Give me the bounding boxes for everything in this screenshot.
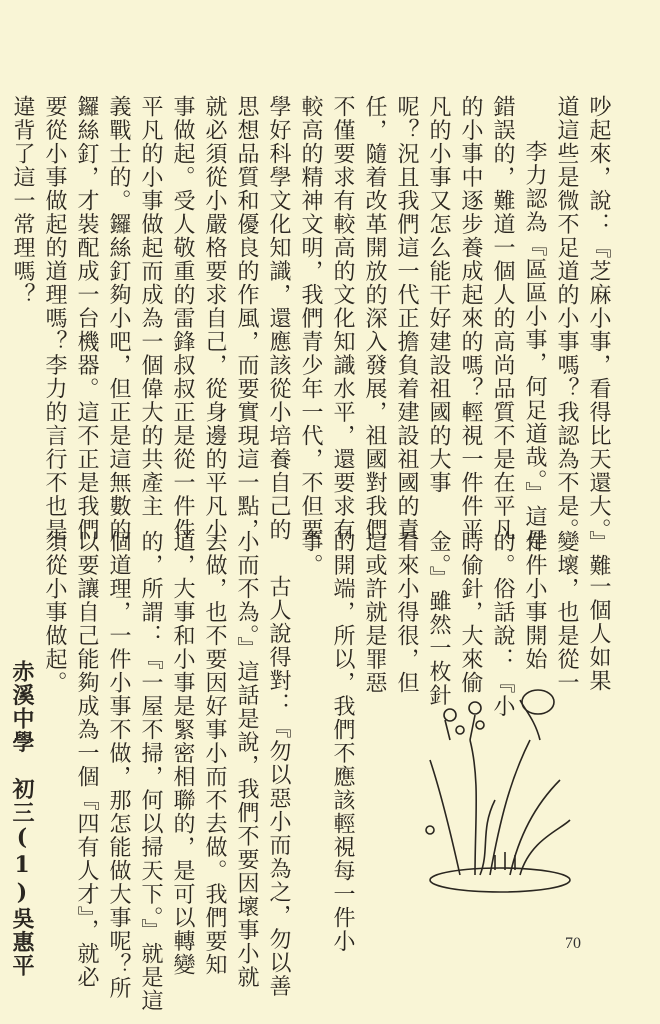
page-number: 70: [565, 935, 581, 952]
text-column: 要從小事做起的道理嗎？李力的言行不也是: [42, 95, 67, 542]
text-column: 一個人如果: [586, 575, 611, 693]
text-column: 不僅要求有較高的文化知識水平，還要求有: [330, 95, 355, 542]
text-column: 小而不為。』這話是說，我們不要因壞事小就: [234, 530, 259, 989]
text-column: 古人說得對：『勿以惡小而為之，勿以善: [266, 575, 291, 998]
text-column: 以要讓自己能夠成為一個『四有人才』，就必: [74, 530, 99, 989]
text-column: 事做起。受人敬重的雷鋒叔叔正是從一件件: [170, 95, 195, 542]
author-signature: 赤溪中學 初三(1)吳惠平: [9, 660, 35, 978]
text-column: 事。: [298, 530, 323, 577]
text-column: 個道理，一件小事不做，那怎能做大事呢？所: [106, 530, 131, 1000]
text-column: 鑼絲釘，才裝配成一台機器。這不正是我們: [74, 95, 99, 542]
text-column: 平凡的小事做起而成為一個偉大的共產主: [138, 95, 163, 518]
text-column: 呢？況且我們這一代正擔負着建設祖國的責: [394, 95, 419, 542]
text-column: 就必須從小嚴格要求自己，從身邊的平凡小: [202, 95, 227, 542]
text-column: 凡的小事又怎么能干好建設祖國的大事: [426, 95, 451, 495]
text-column: 件件小事開始: [522, 530, 547, 671]
text-column: 義戰士的。鑼絲釘夠小吧，但正是這無數的: [106, 95, 131, 542]
text-column: 吵起來，說：『芝麻小事，看得比天還大。』難: [586, 95, 611, 578]
text-column: 的小事中逐步養成起來的嗎？輕視一件件平: [458, 95, 483, 542]
text-column: 任，隨着改革開放的深入發展，祖國對我們: [362, 95, 387, 542]
text-column: 的，所謂：『一屋不掃，何以掃天下。』就是這: [138, 530, 163, 1013]
text-column: 思想品質和優良的作風，而要實現這一點，: [234, 95, 259, 542]
text-column: 錯誤的，難道一個人的高尚品質不是在平凡: [490, 95, 515, 542]
text-column: 去做，也不要因好事小而不去做。我們要知: [202, 530, 227, 977]
text-column: 道這些是微不足道的小事嗎？我認為不是。: [554, 95, 579, 542]
text-column: 李力認為『區區小事，何足道哉。』這是: [522, 140, 547, 552]
text-column: 的開端，所以，我們不應該輕視每一件小: [330, 530, 355, 953]
text-column: 變壞，也是從一: [554, 530, 579, 695]
text-column: 較高的精神文明，我們青少年一代，不但要: [298, 95, 323, 542]
text-column: 違背了這一常理嗎？: [10, 95, 35, 307]
plant-illustration: [420, 680, 580, 900]
text-column: 學好科學文化知識，還應該從小培養自己的: [266, 95, 291, 542]
text-column: 看來小得很，但: [394, 530, 419, 695]
text-column: 須從小事做起。: [42, 530, 67, 695]
text-column: 時偷針，大來偷: [458, 530, 483, 695]
text-column: 金。』雖然一枚針: [426, 530, 451, 707]
text-column: 的。俗話說：『小: [490, 530, 515, 718]
text-column: 道，大事和小事是緊密相聯的，是可以轉變: [170, 530, 195, 977]
text-column: 這或許就是罪惡: [362, 530, 387, 695]
